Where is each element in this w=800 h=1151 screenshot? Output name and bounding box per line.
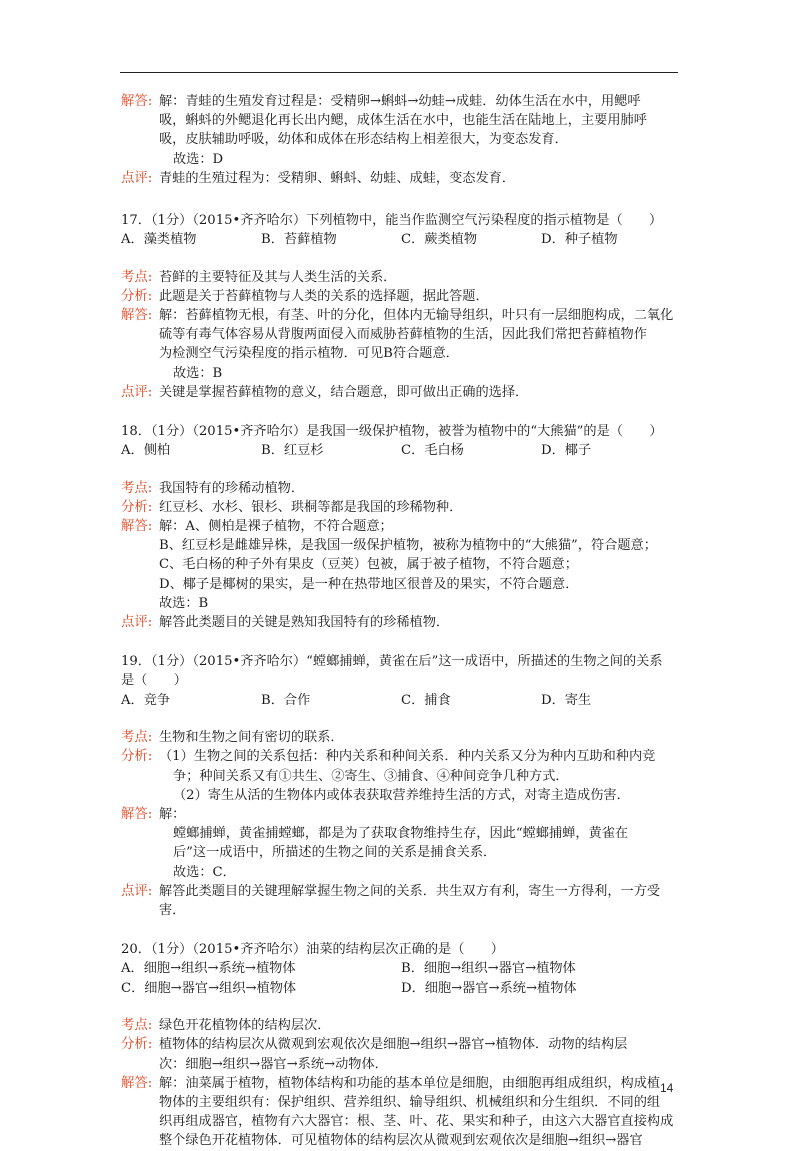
q17-answer xyxy=(121,306,681,383)
q18-options xyxy=(121,441,681,460)
option-b: B．细胞→组织→器官→植物体 xyxy=(401,961,576,977)
analysis-line: 争；种间关系又有①共生、②寄生、③捕食、④种间竞争几种方式． xyxy=(173,768,569,784)
stem-line: 是（ ） xyxy=(121,673,187,689)
answer-line: 螳螂捕蝉，黄雀捕螳螂，都是为了获取食物维持生存，因此“螳螂捕蝉，黄雀在 xyxy=(173,826,629,842)
page-number: 14 xyxy=(660,1081,674,1095)
q18-answer xyxy=(121,517,681,613)
answer-label: 解答: xyxy=(121,519,153,535)
answer-line: 吸，蝌蚪的外鳃退化再长出内鳃，成体生活在水中，也能生活在陆地上，主要用肺呼 xyxy=(159,113,647,129)
answer-choice: 故选：B xyxy=(173,365,223,381)
stem-line: 19．（1分）（2015•齐齐哈尔）“螳螂捕蝉，黄雀在后”这一成语中，所描述的生物之间的关系 xyxy=(121,654,663,670)
analysis-label: 分析: xyxy=(121,288,153,304)
comment-label: 点评: xyxy=(121,883,153,899)
answer-line: 整个绿色开花植物体．可见植物体的结构层次从微观到宏观依次是细胞→组织→器官 xyxy=(159,1133,643,1149)
q17-stem: 17．（1分）（2015•齐齐哈尔）下列植物中，能当作监测空气污染程度的指示植物是（ ） xyxy=(121,213,663,229)
kaodian-text: 我国特有的珍稀动植物． xyxy=(159,480,305,496)
q17-kaodian xyxy=(121,268,681,287)
answer-choice: 故选：B xyxy=(159,595,209,611)
q20-analysis xyxy=(121,1035,681,1073)
option-a: A．藻类植物 xyxy=(121,232,197,248)
option-d: D．种子植物 xyxy=(541,232,618,248)
q20-stem: 20．（1分）（2015•齐齐哈尔）油菜的结构层次正确的是（ ） xyxy=(121,942,504,958)
option-c: C．细胞→器官→组织→植物体 xyxy=(121,980,297,996)
option-c: C．蕨类植物 xyxy=(401,232,478,248)
analysis-line: 植物体的结构层次从微观到宏观依次是细胞→组织→器官→植物体．动物的结构层 xyxy=(159,1037,628,1053)
header-rule xyxy=(120,72,678,73)
analysis-line: 次：细胞→组织→器官→系统→动物体． xyxy=(159,1056,388,1072)
q20-kaodian xyxy=(121,1016,681,1035)
comment-label: 点评: xyxy=(121,170,153,186)
answer-line: 后”这一成语中，所描述的生物之间的关系是捕食关系． xyxy=(173,845,497,861)
answer-line: 解： xyxy=(159,806,186,822)
answer-label: 解答: xyxy=(121,806,153,822)
kaodian-text: 绿色开花植物体的结构层次． xyxy=(159,1018,331,1034)
q19-stem xyxy=(121,652,681,690)
comment-line: 解答此类题目的关键理解掌握生物之间的关系．共生双方有利，寄生一方得利，一方受 xyxy=(159,883,661,899)
answer-label: 解答: xyxy=(121,94,153,109)
kaodian-label: 考点: xyxy=(121,480,153,496)
analysis-label: 分析: xyxy=(121,499,153,515)
answer-line: 解：青蛙的生殖发育过程是：受精卵→蝌蚪→幼蛙→成蛙．幼体生活在水中，用鳃呼 xyxy=(159,94,641,109)
option-a: A．竞争 xyxy=(121,692,171,708)
q20-options-row2 xyxy=(121,979,681,998)
option-c: C．毛白杨 xyxy=(401,443,464,459)
analysis-text: 此题是关于苔藓植物与人类的关系的选择题，据此答题． xyxy=(159,288,489,304)
q20-answer xyxy=(121,1074,681,1151)
q17-comment xyxy=(121,383,681,402)
q18-stem: 18．（1分）（2015•齐齐哈尔）是我国一级保护植物，被誉为植物中的“大熊猫”的是（ ） xyxy=(121,424,663,440)
kaodian-text: 苔鲜的主要特征及其与人类生活的关系． xyxy=(159,269,397,285)
q20-options-row1 xyxy=(121,959,681,978)
kaodian-label: 考点: xyxy=(121,730,153,746)
q19-kaodian xyxy=(121,728,681,747)
option-d: D．椰子 xyxy=(541,443,592,459)
q19-comment xyxy=(121,882,681,920)
answer-line: 吸，皮肤辅助呼吸，幼体和成体在形态结构上相差很大，为变态发育． xyxy=(159,132,568,148)
analysis-label: 分析: xyxy=(121,1037,153,1053)
analysis-line: （2）寄生从活的生物体内或体表获取营养维持生活的方式，对寄主造成伤害． xyxy=(173,787,630,803)
answer-choice: 故选：C． xyxy=(173,864,236,880)
option-a: A．侧柏 xyxy=(121,443,171,459)
answer-label: 解答: xyxy=(121,1075,153,1091)
analysis-label: 分析: xyxy=(121,749,153,765)
comment-line: 害． xyxy=(159,902,186,918)
kaodian-label: 考点: xyxy=(121,1018,153,1034)
option-b: B．合作 xyxy=(261,692,311,708)
q18-analysis xyxy=(121,498,681,517)
kaodian-label: 考点: xyxy=(121,269,153,285)
answer-line: D、椰子是椰树的果实，是一种在热带地区很普及的果实，不符合题意． xyxy=(159,576,579,592)
answer-line: 解：苔藓植物无根，有茎、叶的分化，但体内无输导组织，叶只有一层细胞构成，二氧化 xyxy=(159,308,674,324)
answer-line: C、毛白杨的种子外有果皮（豆荚）包被，属于被子植物，不符合题意； xyxy=(159,557,578,573)
answer-line: 解：A、侧柏是裸子植物，不符合题意； xyxy=(159,519,393,535)
option-d: D．寄生 xyxy=(541,692,592,708)
option-b: B．红豆杉 xyxy=(261,443,324,459)
comment-text: 青蛙的生殖过程为：受精卵、蝌蚪、幼蛙、成蛙，变态发育． xyxy=(159,170,516,186)
comment-label: 点评: xyxy=(121,615,153,631)
answer-line: 物体的主要组织有：保护组织、营养组织、输导组织、机械组织和分生组织．不同的组 xyxy=(159,1094,661,1110)
option-b: B．苔藓植物 xyxy=(261,232,337,248)
analysis-line: （1）生物之间的关系包括：种内关系和种间关系．种内关系又分为种内互助和种内竞 xyxy=(159,749,656,765)
option-c: C．捕食 xyxy=(401,692,451,708)
q19-options xyxy=(121,691,681,710)
q19-analysis xyxy=(121,747,681,805)
q17-analysis xyxy=(121,287,681,306)
answer-choice: 故选：D xyxy=(173,151,224,167)
page-content xyxy=(121,92,681,1151)
comment-label: 点评: xyxy=(121,384,153,400)
answer-line: 织再组成器官，植物有六大器官：根、茎、叶、花、果实和种子，由这六大器官直接构成 xyxy=(159,1114,674,1130)
kaodian-text: 生物和生物之间有密切的联系． xyxy=(159,730,344,746)
q16-comment xyxy=(121,169,681,188)
q16-answer xyxy=(121,92,681,169)
comment-text: 解答此类题目的关键是熟知我国特有的珍稀植物． xyxy=(159,615,450,631)
answer-line: 为检测空气污染程度的指示植物．可见B符合题意． xyxy=(159,346,459,362)
analysis-text: 红豆杉、水杉、银杉、珙桐等都是我国的珍稀物种． xyxy=(159,499,463,515)
q18-kaodian xyxy=(121,479,681,498)
comment-text: 关键是掌握苔藓植物的意义，结合题意，即可做出正确的选择． xyxy=(159,384,529,400)
q19-answer xyxy=(121,805,681,882)
q17-options xyxy=(121,230,681,249)
answer-line: B、红豆杉是雌雄异株，是我国一级保护植物，被称为植物中的“大熊猫”，符合题意； xyxy=(159,538,657,554)
answer-label: 解答: xyxy=(121,308,153,324)
q18-comment xyxy=(121,613,681,632)
option-d: D．细胞→器官→系统→植物体 xyxy=(401,980,577,996)
option-a: A．细胞→组织→系统→植物体 xyxy=(121,961,296,977)
answer-line: 硫等有毒气体容易从背腹两面侵入而威胁苔藓植物的生活，因此我们常把苔藓植物作 xyxy=(159,327,647,343)
answer-line: 解：油菜属于植物，植物体结构和功能的基本单位是细胞，由细胞再组成组织，构成植 xyxy=(159,1075,661,1091)
